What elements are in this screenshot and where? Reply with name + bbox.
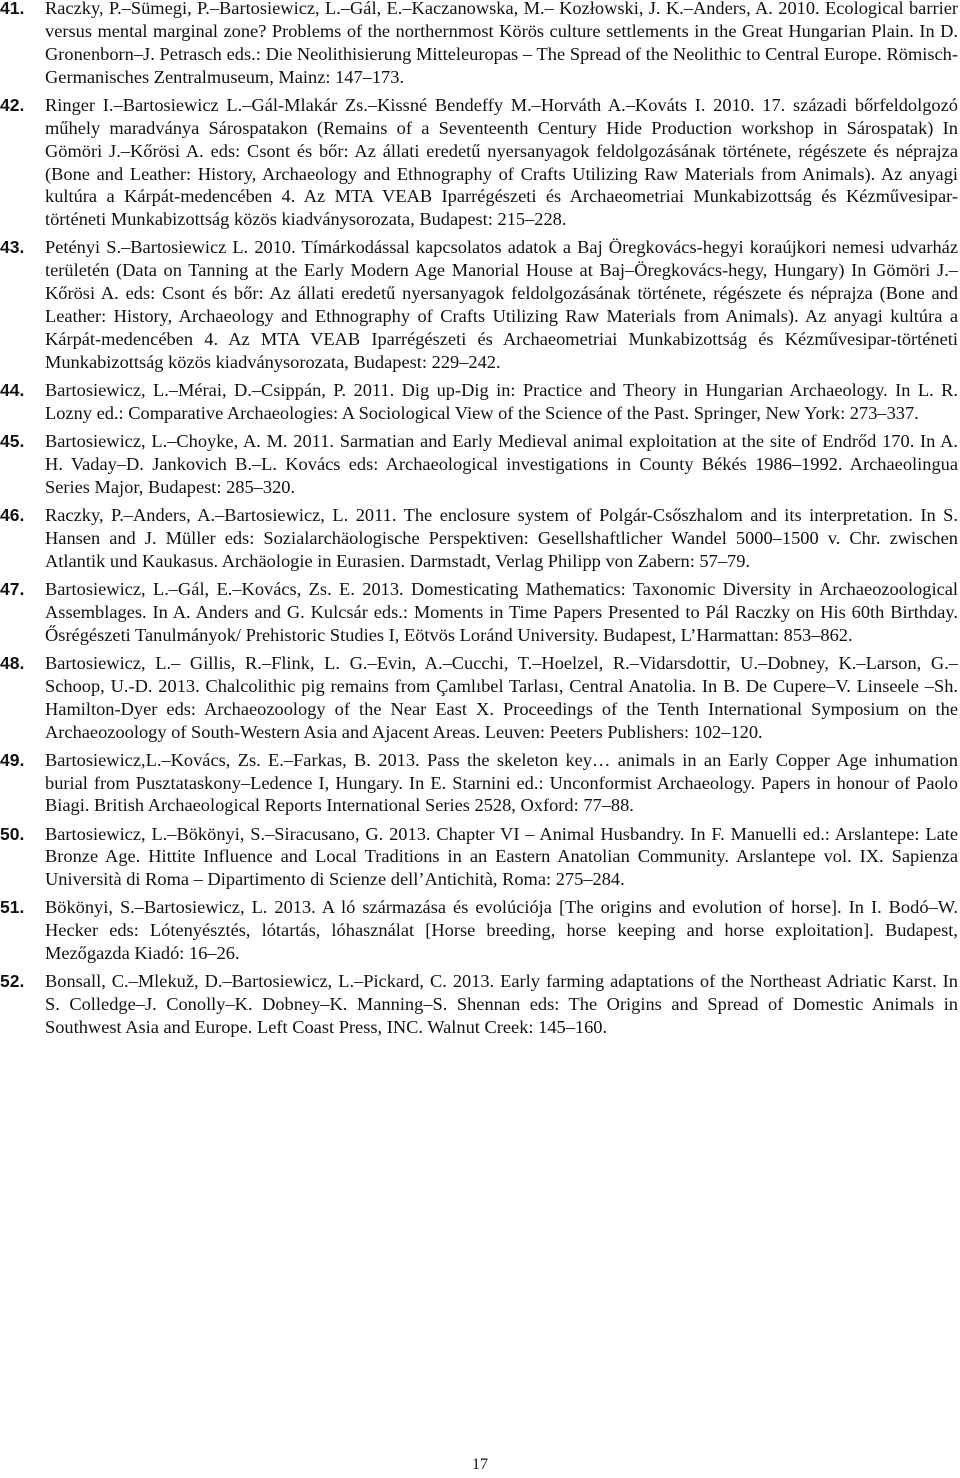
- reference-text: Bartosiewicz, L.–Choyke, A. M. 2011. Sarmatian and Early Medieval animal exploitation at the site of Endrőd 170. In A. H. Vaday–D. Jankovich B.–L. Kovács eds: Archaeological investigations in County Békés 1986–1992. Archaeolingua Series Major, Budapest: 285–320.: [45, 431, 958, 497]
- reference-number: 49.: [0, 749, 25, 770]
- reference-item: [0, 970, 960, 1039]
- reference-text: Ringer I.–Bartosiewicz L.–Gál-Mlakár Zs.–Kissné Bendeffy M.–Horváth A.–Kováts I. 2010. 17. századi bőrfeldolgozó műhely maradványa Sárospatakon (Remains of a Seventeenth Century Hide Production workshop in Sárospatak) In Gömöri J.–Kőrösi A. eds: Csont és bőr: Az állati eredetű nyersanyagok feldolgozásának története, régészete és néprajza (Bone and Leather: History, Archaeology and Ethnography of Crafts Utilizing Raw Materials from Animals). Az anyagi kultúra a Kárpát-medencében 4. Az MTA VEAB Iparrégészeti és Archaeometriai Munkabizottság és Kézművesipar-történeti Munkabizottság közös kiadványsorozata, Budapest: 215–228.: [45, 94, 958, 230]
- reference-item: [0, 504, 960, 573]
- reference-item: [0, 94, 960, 231]
- reference-item: [0, 749, 960, 818]
- reference-text: Bonsall, C.–Mlekuž, D.–Bartosiewicz, L.–Pickard, C. 2013. Early farming adaptations of the Northeast Adriatic Karst. In S. Colledge–J. Conolly–K. Dobney–K. Manning–S. Shennan eds: The Origins and Spread of Domestic Animals in Southwest Asia and Europe. Left Coast Press, INC. Walnut Creek: 145–160.: [45, 971, 958, 1038]
- reference-number: 46.: [0, 504, 25, 525]
- reference-item: [0, 430, 960, 499]
- reference-text: Bartosiewicz, L.–Mérai, D.–Csippán, P. 2011. Dig up-Dig in: Practice and Theory in Hungarian Archaeology. In L. R. Lozny ed.: Comparative Archaeologies: A Sociological View of the Science of the Past. Springer, New York: 273–337.: [45, 380, 958, 423]
- reference-number: 50.: [0, 823, 25, 844]
- reference-number: 41.: [0, 0, 25, 18]
- reference-text: Bökönyi, S.–Bartosiewicz, L. 2013. A ló származása és evolúciója [The origins and evolution of horse]. In I. Bodó–W. Hecker eds: Lótenyésztés, lótartás, lóhasználat [Horse breeding, horse keeping and horse exploitation]. Budapest, Mezőgazda Kiadó: 16–26.: [45, 897, 958, 964]
- reference-item: [0, 578, 960, 647]
- reference-item: [0, 379, 960, 425]
- reference-text: Raczky, P.–Anders, A.–Bartosiewicz, L. 2011. The enclosure system of Polgár-Csőszhalom and its interpretation. In S. Hansen and J. Müller eds: Sozialarchäologische Perspektiven: Gesellshaftlicher Wandel 5000–1500 v. Chr. zwischen Atlantik und Kaukasus. Archäologie in Eurasien. Darmstadt, Verlag Philipp von Zabern: 57–79.: [45, 504, 958, 571]
- reference-item: [0, 823, 960, 892]
- reference-number: 44.: [0, 380, 25, 401]
- reference-number: 47.: [0, 578, 25, 599]
- reference-item: [0, 896, 960, 965]
- reference-number: 43.: [0, 237, 25, 258]
- reference-number: 51.: [0, 897, 25, 918]
- reference-text: Bartosiewicz, L.– Gillis, R.–Flink, L. G.–Evin, A.–Cucchi, T.–Hoelzel, R.–Vidarsdottir, U.–Dobney, K.–Larson, G.–Schoop, U.-D. 2013. Chalcolithic pig remains from Çamlıbel Tarlası, Central Anatolia. In B. De Cupere–V. Linseele –Sh. Hamilton-Dyer eds: Archaeozoology of the Near East X. Proceedings of the Tenth International Symposium on the Archaeozoology of South-Western Asia and Ajacent Areas. Leuven: Peeters Publishers: 102–120.: [45, 652, 958, 742]
- reference-text: Petényi S.–Bartosiewicz L. 2010. Tímárkodással kapcsolatos adatok a Baj Öregkovács-hegyi koraújkori nemesi udvarház területén (Data on Tanning at the Early Modern Age Manorial House at Baj–Öregkovács-hegy, Hungary) In Gömöri J.–Kőrösi A. eds: Csont és bőr: Az állati eredetű nyersanyagok feldolgozásának története, régészete és néprajza (Bone and Leather: History, Archaeology and Ethnography of Crafts Utilizing Raw Materials from Animals). Az anyagi kultúra a Kárpát-medencében 4. Az MTA VEAB Iparrégészeti és Archaeometriai Munkabizottság és Kézművesipar-történeti Munkabizottság közös kiadványsorozata, Budapest: 229–242.: [45, 237, 958, 372]
- page-number: 17: [472, 1456, 488, 1473]
- reference-item: [0, 236, 960, 373]
- reference-text: Bartosiewicz, L.–Gál, E.–Kovács, Zs. E. 2013. Domesticating Mathematics: Taxonomic Diversity in Archaeozoological Assemblages. In A. Anders and G. Kulcsár eds.: Moments in Time Papers Presented to Pál Raczky on His 60th Birthday. Ősrégészeti Tanulmányok/ Prehistoric Studies I, Eötvös Loránd University. Budapest, L’Harmattan: 853–862.: [45, 578, 958, 645]
- reference-item: [0, 0, 960, 89]
- reference-item: [0, 652, 960, 744]
- reference-text: Bartosiewicz, L.–Bökönyi, S.–Siracusano, G. 2013. Chapter VI – Animal Husbandry. In F. Manuelli ed.: Arslantepe: Late Bronze Age. Hittite Influence and Local Traditions in an Eastern Anatolian Community. Arslantepe vol. IX. Sapienza Università di Roma – Dipartimento di Scienze dell’Antichità, Roma: 275–284.: [45, 823, 958, 890]
- reference-number: 48.: [0, 652, 25, 673]
- reference-text: Raczky, P.–Sümegi, P.–Bartosiewicz, L.–Gál, E.–Kaczanowska, M.– Kozłowski, J. K.–Anders, A. 2010. Ecological barrier versus mental marginal zone? Problems of the northernmost Körös culture settlements in the Great Hungarian Plain. In D. Gronenborn–J. Petrasch eds.: Die Neolithisierung Mitteleuropas – The Spread of the Neolithic to Central Europe. Römisch-Germanisches Zentralmuseum, Mainz: 147–173.: [45, 0, 958, 87]
- reference-number: 52.: [0, 971, 25, 992]
- reference-number: 45.: [0, 431, 25, 452]
- reference-number: 42.: [0, 94, 25, 115]
- reference-text: Bartosiewicz,L.–Kovács, Zs. E.–Farkas, B. 2013. Pass the skeleton key… animals in an Early Copper Age inhumation burial from Pusztataskony–Ledence I, Hungary. In E. Starnini ed.: Unconformist Archaeology. Papers in honour of Paolo Biagi. British Archaeological Reports International Series 2528, Oxford: 77–88.: [45, 749, 958, 816]
